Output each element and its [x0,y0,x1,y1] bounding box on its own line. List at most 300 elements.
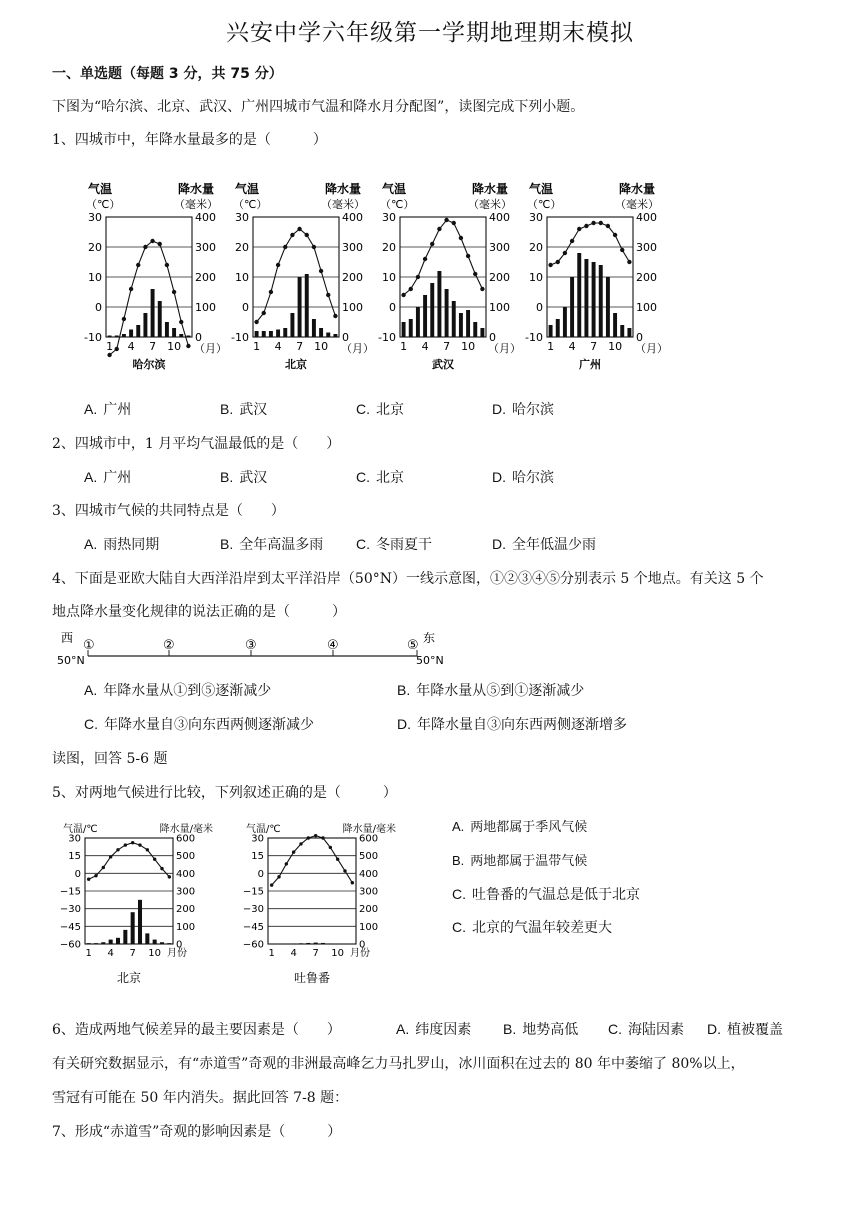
temp-unit-label: （℃） [380,198,415,211]
precip-bar [606,277,610,337]
precip-bar [143,313,147,337]
precip-tick-label: 0 [176,939,183,951]
precip-bar [172,328,176,337]
month-axis-label: （月） [488,342,521,355]
month-tick-label: 7 [129,948,136,959]
month-axis-label: （月） [341,342,374,355]
temp-line [272,836,353,885]
climate-chart-5 [243,822,396,985]
precip-tick-label: 400 [359,868,379,880]
temp-point [459,236,463,240]
temp-point [131,841,134,844]
precip-tick-label: 0 [342,330,349,344]
precip-bar [290,313,294,337]
temp-point [307,836,310,839]
point-4: ④ [327,638,339,653]
question-4-stem-line2: 地点降水量变化规律的说法正确的是（ ） [52,604,346,620]
temp-tick-label: 30 [529,210,543,224]
q1-option-d[interactable]: D. 哈尔滨 [492,401,554,418]
temp-point [270,883,273,886]
climate-chart-4 [60,822,213,985]
temp-tick-label: 30 [382,210,396,224]
temp-point [444,218,448,222]
precip-tick-label: 200 [359,904,379,916]
temp-tick-label: −60 [59,939,81,951]
month-tick-label: 1 [253,340,261,353]
precip-bar [167,943,171,944]
temp-point [136,263,140,267]
precip-tick-label: 500 [176,851,196,863]
month-axis-label: 月份 [167,948,187,959]
temp-point [430,242,434,246]
precip-bar [416,307,420,337]
city-name: 吐鲁番 [293,971,331,985]
temp-axis-label: 气温 [382,182,407,196]
temp-point [109,855,112,858]
temp-tick-label: 10 [88,270,102,284]
month-tick-label: 7 [296,340,304,353]
temp-point [172,290,176,294]
precip-bar [321,943,325,944]
q3-option-a[interactable]: A. 雨热同期 [84,536,160,553]
temp-tick-label: 30 [235,210,249,224]
precip-tick-label: 0 [359,939,366,951]
temp-point [591,221,595,225]
precip-tick-label: 400 [342,210,363,224]
temp-point [168,875,171,878]
precip-bar [292,943,296,944]
q2-option-a[interactable]: A. 广州 [84,469,132,486]
month-tick-label: 7 [443,340,451,353]
month-tick-label: 10 [314,340,329,353]
temp-line [110,241,189,355]
intro-text: 下图为“哈尔滨、北京、武汉、广州四城市气温和降水月分配图”，读图完成下列小题。 [52,99,585,115]
temp-point [606,224,610,228]
temp-tick-label: −60 [242,939,264,951]
month-tick-label: 1 [400,340,408,353]
temp-point [150,239,154,243]
month-tick-label: 10 [167,340,182,353]
precip-bar [577,253,581,337]
city-name: 哈尔滨 [132,358,166,371]
temp-tick-label: 0 [242,300,249,314]
precip-tick-label: 300 [176,886,196,898]
temp-point [570,239,574,243]
q6-option-d[interactable]: D. 植被覆盖 [707,1021,783,1038]
precip-bar [613,313,617,337]
temp-tick-label: 10 [529,270,543,284]
temp-point [305,233,309,237]
month-tick-label: 10 [331,948,345,959]
temp-tick-label: 20 [382,240,396,254]
temp-point [179,320,183,324]
temp-line [404,220,483,295]
intro-7-8-line1: 有关研究数据显示，有“赤道雪”奇观的非洲最高峰乞力马扎罗山，冰川面积在过去的 80 年中萎缩了 80%以上， [52,1056,745,1072]
precip-tick-label: 100 [176,921,196,933]
temp-point [138,843,141,846]
question-3-stem: 3、四城市气候的共同特点是（ ） [52,503,285,519]
precip-bar [262,331,266,337]
question-1-stem: 1、四城市中，年降水量最多的是（ ） [52,132,327,148]
temp-point [577,227,581,231]
q4-option-d[interactable]: D. 年降水量自③向东西两侧逐渐增多 [397,716,627,733]
q1-option-b[interactable]: B. 武汉 [220,401,268,418]
precip-bar [409,319,413,337]
precip-tick-label: 0 [636,330,643,344]
q2-option-c[interactable]: C. 北京 [356,469,404,486]
temp-line [89,843,170,880]
temp-tick-label: −45 [242,921,264,933]
precip-unit-label: （毫米） [468,198,512,211]
temp-point [329,846,332,849]
precip-bar [570,277,574,337]
precip-bar [276,330,280,338]
month-axis-label: 月份 [350,948,370,959]
temp-point [333,314,337,318]
precip-bar [299,943,303,944]
precip-bar [328,943,332,944]
point-3: ③ [245,638,257,653]
intro-5-6: 读图，回答 5-6 题 [52,751,168,767]
precip-axis-label: 降水量 [471,182,508,196]
temp-point [627,260,631,264]
temp-point [613,233,617,237]
temp-point [129,287,133,291]
month-tick-label: 1 [85,948,92,959]
temp-point [115,347,119,351]
precip-bar [101,942,105,944]
month-tick-label: 4 [290,948,297,959]
precip-bar [94,943,98,944]
temp-point [584,224,588,228]
temp-point [160,867,163,870]
temp-point [343,869,346,872]
q4-option-a[interactable]: A. 年降水量从①到⑤逐渐减少 [84,682,272,699]
temp-tick-label: 30 [68,833,81,845]
temp-tick-label: −15 [242,886,264,898]
precip-bar [592,262,596,337]
precip-bar [138,900,142,944]
month-tick-label: 7 [149,340,157,353]
precip-tick-label: 600 [176,833,196,845]
temp-tick-label: -10 [378,330,396,344]
temp-point [116,848,119,851]
temp-point [336,858,339,861]
month-tick-label: 10 [148,948,162,959]
temp-point [94,874,97,877]
temp-point [283,245,287,249]
precip-bar [136,325,140,337]
month-axis-label: （月） [194,342,227,355]
precip-bar [326,333,330,338]
temp-point [290,233,294,237]
beijing-turpan-climate-charts [55,820,400,995]
month-tick-label: 4 [568,340,576,353]
precip-bar [333,334,337,337]
precip-tick-label: 100 [195,300,216,314]
temp-point [277,875,280,878]
precip-axis-label: 降水量 [177,182,214,196]
temp-point [262,311,266,315]
precip-bar [480,328,484,337]
temp-point [473,272,477,276]
precip-tick-label: 100 [359,921,379,933]
temp-point [269,290,273,294]
four-city-climate-charts [80,175,680,375]
month-axis-label: （月） [635,342,668,355]
city-name: 北京 [285,358,307,371]
temp-point [321,836,324,839]
q4-option-b[interactable]: B. 年降水量从⑤到①逐渐减少 [397,682,585,699]
temp-tick-label: 20 [529,240,543,254]
temp-point [158,242,162,246]
question-4-stem-line1: 4、下面是亚欧大陆自大西洋沿岸到太平洋沿岸（50°N）一线示意图，①②③④⑤分别表示 5 个地点。有关这 5 个 [52,571,764,587]
climate-chart-0 [84,181,227,371]
precip-bar [109,940,113,944]
precip-bar [319,328,323,337]
precip-tick-label: 200 [489,270,510,284]
precip-tick-label: 400 [176,868,196,880]
month-tick-label: 1 [547,340,555,353]
climate-chart-1 [231,181,374,371]
precip-axis-label: 降水量/毫米 [342,824,396,835]
precip-tick-label: 300 [342,240,363,254]
temp-axis-label: 气温/℃ [63,824,98,835]
temp-tick-label: 0 [389,300,396,314]
point-5: ⑤ [407,638,419,653]
temp-point [102,866,105,869]
temp-tick-label: 20 [235,240,249,254]
temp-point [351,881,354,884]
climate-chart-2 [378,181,521,371]
page-title: 兴安中学六年级第一学期地理期末模拟 [226,20,634,46]
temp-axis-label: 气温 [88,182,113,196]
temp-line [257,229,336,322]
precip-bar [255,331,259,337]
precip-tick-label: 400 [195,210,216,224]
q3-option-d[interactable]: D. 全年低温少雨 [492,536,596,553]
temp-unit-label: （℃） [233,198,268,211]
precip-bar [165,322,169,337]
temp-tick-label: 30 [88,210,102,224]
temp-tick-label: −45 [59,921,81,933]
temp-point [452,221,456,225]
west-label: 西 [61,631,74,645]
precip-tick-label: 300 [195,240,216,254]
precip-unit-label: （毫米） [174,198,218,211]
temp-point [556,260,560,264]
temp-point [437,227,441,231]
q3-option-b[interactable]: B. 全年高温多雨 [220,536,324,553]
month-tick-label: 10 [608,340,623,353]
precip-bar [563,307,567,337]
temp-point [292,850,295,853]
temp-point [297,227,301,231]
temp-tick-label: 0 [95,300,102,314]
climate-chart-3 [525,181,668,371]
temp-point [312,245,316,249]
month-tick-label: 10 [461,340,476,353]
q6-option-c[interactable]: C. 海陆因素 [608,1021,684,1038]
q3-option-c[interactable]: C. 冬雨夏干 [356,536,432,553]
section-heading: 一、单选题（每题 3 分，共 75 分） [52,66,283,82]
temp-point [143,245,147,249]
temp-tick-label: 15 [68,851,81,863]
q5-option-a[interactable]: A. 两地都属于季风气候 [452,819,588,835]
temp-point [409,287,413,291]
temp-point [401,293,405,297]
city-name: 广州 [579,358,601,371]
precip-tick-label: 300 [636,240,657,254]
precip-bar [549,325,553,337]
month-tick-label: 7 [590,340,598,353]
temp-point [107,353,111,357]
precip-bar [402,322,406,337]
q2-option-b[interactable]: B. 武汉 [220,469,268,486]
question-6-stem: 6、造成两地气候差异的最主要因素是（ ） [52,1022,341,1038]
month-tick-label: 4 [274,340,282,353]
precip-bar [158,301,162,337]
temp-axis-label: 气温 [235,182,260,196]
precip-bar [122,334,126,337]
temp-point [466,254,470,258]
city-name: 北京 [116,971,142,985]
precip-tick-label: 400 [489,210,510,224]
precip-bar [87,943,91,944]
latitude-line-diagram [55,630,455,670]
precip-bar [129,330,133,338]
precip-bar [584,259,588,337]
precip-tick-label: 100 [489,300,510,314]
temp-point [314,834,317,837]
precip-tick-label: 200 [342,270,363,284]
city-name: 武汉 [432,358,454,371]
month-tick-label: 4 [107,948,114,959]
temp-tick-label: −30 [59,904,81,916]
precip-bar [115,336,119,338]
precip-bar [459,313,463,337]
q1-option-a[interactable]: A. 广州 [84,401,132,418]
temp-unit-label: （℃） [86,198,121,211]
temp-point [563,251,567,255]
q6-option-b[interactable]: B. 地势高低 [503,1021,579,1038]
precip-bar [305,274,309,337]
temp-unit-label: （℃） [527,198,562,211]
q2-option-d[interactable]: D. 哈尔滨 [492,469,554,486]
lat-right-label: 50°N [416,654,444,667]
precip-unit-label: （毫米） [321,198,365,211]
question-2-stem: 2、四城市中，1 月平均气温最低的是（ ） [52,436,341,452]
month-tick-label: 7 [312,948,319,959]
temp-tick-label: 0 [536,300,543,314]
precip-bar [116,938,120,944]
temp-point [326,293,330,297]
q5-option-d[interactable]: C. 北京的气温年较差更大 [452,919,612,936]
temp-point [548,263,552,267]
month-tick-label: 1 [268,948,275,959]
precip-bar [473,322,477,337]
temp-point [319,269,323,273]
temp-tick-label: 20 [88,240,102,254]
precip-bar [153,940,157,944]
precip-axis-label: 降水量 [324,182,361,196]
point-1: ① [83,638,95,653]
temp-point [87,878,90,881]
precip-tick-label: 400 [636,210,657,224]
precip-bar [123,930,127,944]
precip-tick-label: 100 [636,300,657,314]
precip-bar [430,283,434,337]
temp-point [165,263,169,267]
precip-bar [314,943,318,944]
precip-bar [620,325,624,337]
temp-tick-label: 10 [235,270,249,284]
question-5-stem: 5、对两地气候进行比较，下列叙述正确的是（ ） [52,785,397,801]
temp-point [285,862,288,865]
temp-tick-label: 0 [257,868,264,880]
precip-bar [312,319,316,337]
precip-bar [445,289,449,337]
precip-bar [108,336,112,338]
temp-tick-label: -10 [84,330,102,344]
precip-bar [131,912,135,944]
precip-bar [179,334,183,337]
temp-point [276,263,280,267]
point-2: ② [163,638,175,653]
q6-option-a[interactable]: A. 纬度因素 [396,1021,472,1038]
precip-tick-label: 300 [489,240,510,254]
temp-point [423,257,427,261]
q1-option-c[interactable]: C. 北京 [356,401,404,418]
precip-tick-label: 500 [359,851,379,863]
precip-axis-label: 降水量/毫米 [159,824,213,835]
precip-bar [437,271,441,337]
precip-bar [151,289,155,337]
temp-point [416,275,420,279]
intro-7-8-line2: 雪冠有可能在 50 年内消失。据此回答 7-8 题： [52,1090,349,1106]
precip-bar [283,328,287,337]
month-tick-label: 1 [106,340,114,353]
precip-bar [186,336,190,338]
temp-point [146,848,149,851]
temp-tick-label: 15 [251,851,264,863]
precip-unit-label: （毫米） [615,198,659,211]
east-label: 东 [423,631,436,645]
q5-option-c[interactable]: C. 吐鲁番的气温总是低于北京 [452,886,640,903]
q5-option-b[interactable]: B. 两地都属于温带气候 [452,853,588,869]
precip-bar [452,301,456,337]
precip-bar [160,942,164,944]
precip-bar [269,331,273,337]
precip-tick-label: 100 [342,300,363,314]
precip-tick-label: 200 [176,904,196,916]
temp-tick-label: -10 [525,330,543,344]
month-tick-label: 4 [127,340,135,353]
question-7-stem: 7、形成“赤道雪”奇观的影响因素是（ ） [52,1124,342,1140]
precip-tick-label: 0 [195,330,202,344]
temp-point [599,221,603,225]
temp-point [122,317,126,321]
q4-option-c[interactable]: C. 年降水量自③向东西两侧逐渐减少 [84,716,314,733]
temp-axis-label: 气温 [529,182,554,196]
precip-bar [466,310,470,337]
temp-tick-label: −15 [59,886,81,898]
temp-point [620,248,624,252]
temp-point [186,344,190,348]
precip-bar [556,319,560,337]
temp-tick-label: 0 [74,868,81,880]
precip-bar [599,265,603,337]
